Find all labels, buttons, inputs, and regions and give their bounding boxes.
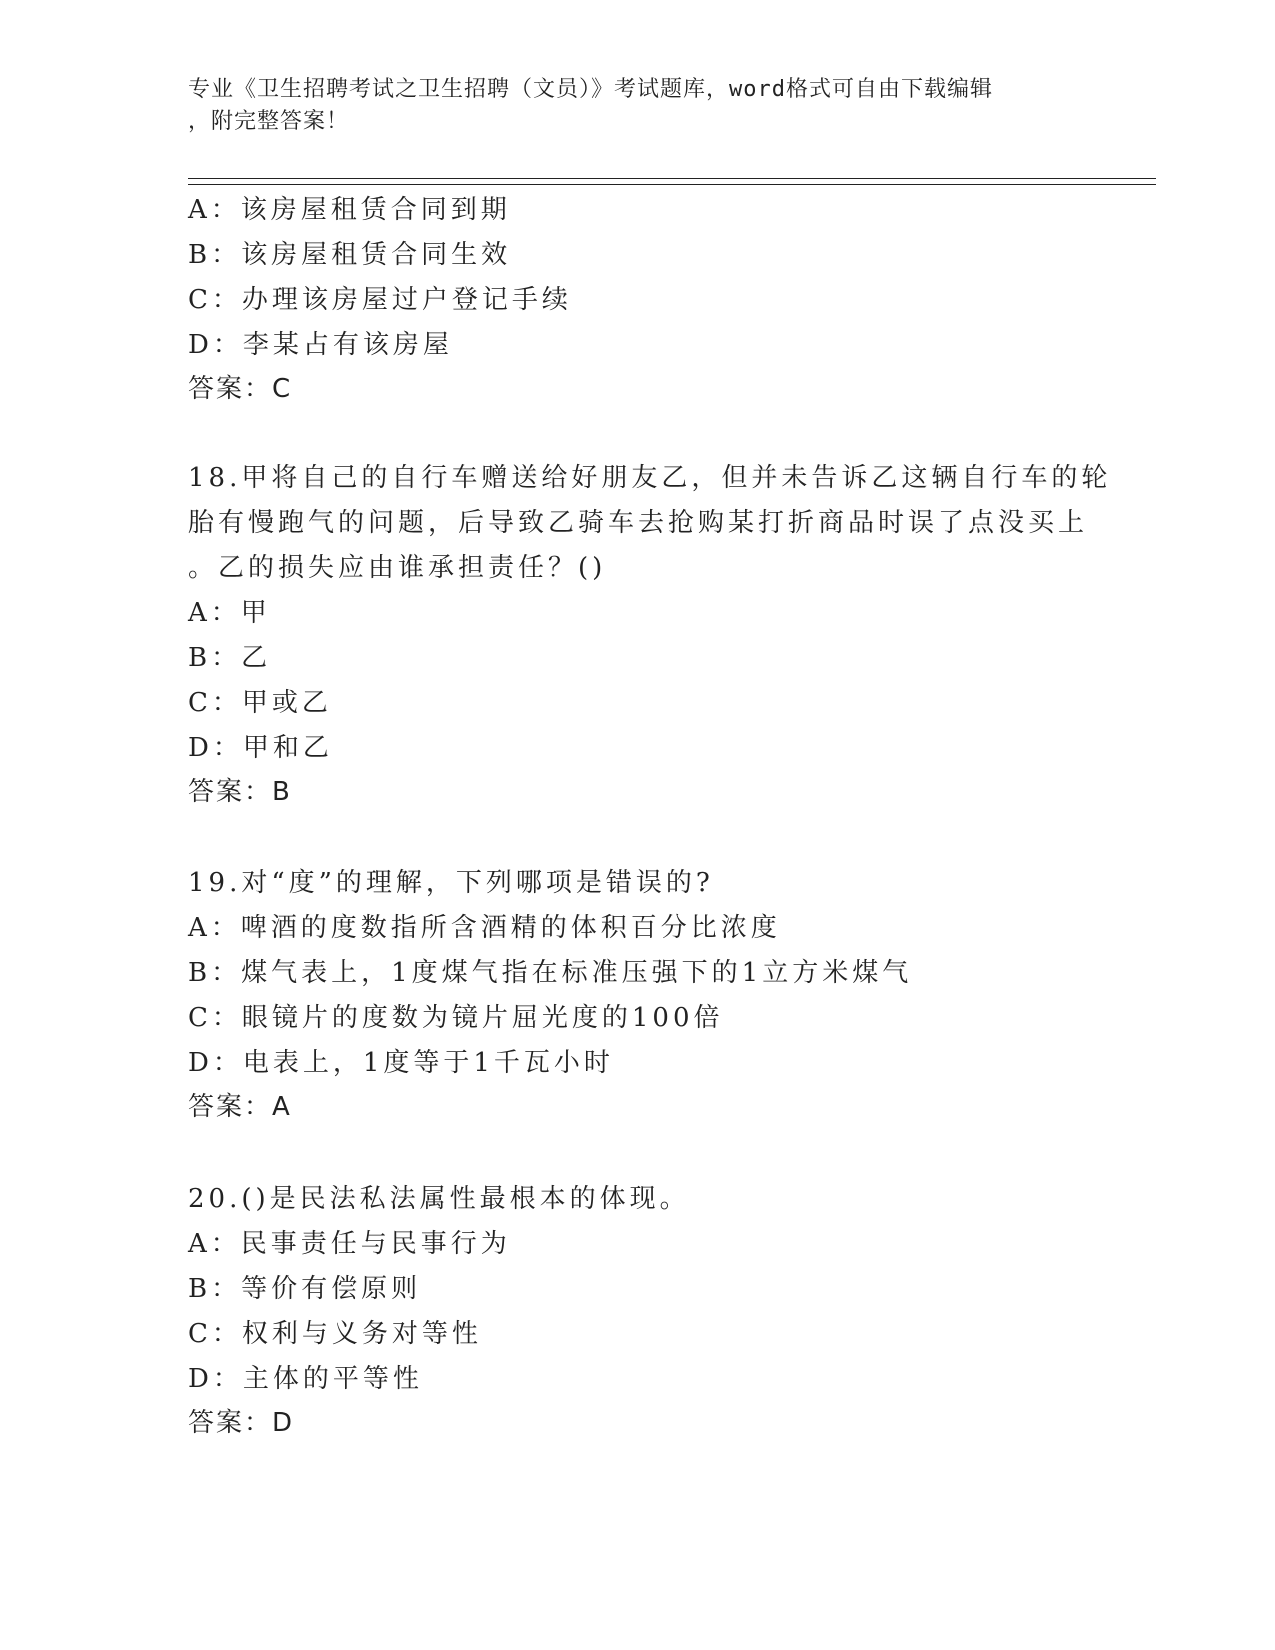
option-c: C：权利与义务对等性	[188, 1319, 482, 1349]
option-d: D：李某占有该房屋	[188, 330, 453, 360]
option-d: D：主体的平等性	[188, 1364, 423, 1394]
header-divider-top	[188, 178, 1156, 179]
option-d: D：电表上，1度等于1千瓦小时	[188, 1048, 614, 1078]
option-b: B：煤气表上，1度煤气指在标准压强下的1立方米煤气	[188, 958, 913, 988]
option-c: C：眼镜片的度数为镜片屈光度的100倍	[188, 1003, 724, 1033]
option-b: B：该房屋租赁合同生效	[188, 240, 512, 270]
header-line-2: ，附完整答案！	[188, 109, 350, 134]
option-a: A：民事责任与民事行为	[188, 1229, 511, 1259]
question-stem: 。乙的损失应由谁承担责任？()	[188, 553, 607, 583]
option-b: B：等价有偿原则	[188, 1274, 422, 1304]
option-c: C：办理该房屋过户登记手续	[188, 285, 572, 315]
answer-line: 答案：D	[188, 1408, 295, 1438]
question-stem: 胎有慢跑气的问题，后导致乙骑车去抢购某打折商品时误了点没买上	[188, 508, 1089, 538]
header-divider-bottom	[188, 184, 1156, 185]
question-stem: 19.对“度”的理解，下列哪项是错误的?	[188, 868, 714, 898]
option-c: C：甲或乙	[188, 688, 332, 718]
option-b: B：乙	[188, 643, 272, 673]
question-stem: 18.甲将自己的自行车赠送给好朋友乙，但并未告诉乙这辆自行车的轮	[188, 463, 1112, 493]
answer-line: 答案：A	[188, 1092, 292, 1122]
answer-line: 答案：C	[188, 374, 293, 404]
document-header	[188, 74, 1068, 138]
question-stem: 20.()是民法私法属性最根本的体现。	[188, 1184, 690, 1214]
option-d: D：甲和乙	[188, 733, 333, 763]
option-a: A：该房屋租赁合同到期	[188, 195, 511, 225]
option-a: A：甲	[188, 598, 271, 628]
option-a: A：啤酒的度数指所含酒精的体积百分比浓度	[188, 913, 781, 943]
answer-line: 答案：B	[188, 777, 292, 807]
header-line-1: 专业《卫生招聘考试之卫生招聘（文员）》考试题库，word格式可自由下载编辑	[188, 77, 993, 102]
